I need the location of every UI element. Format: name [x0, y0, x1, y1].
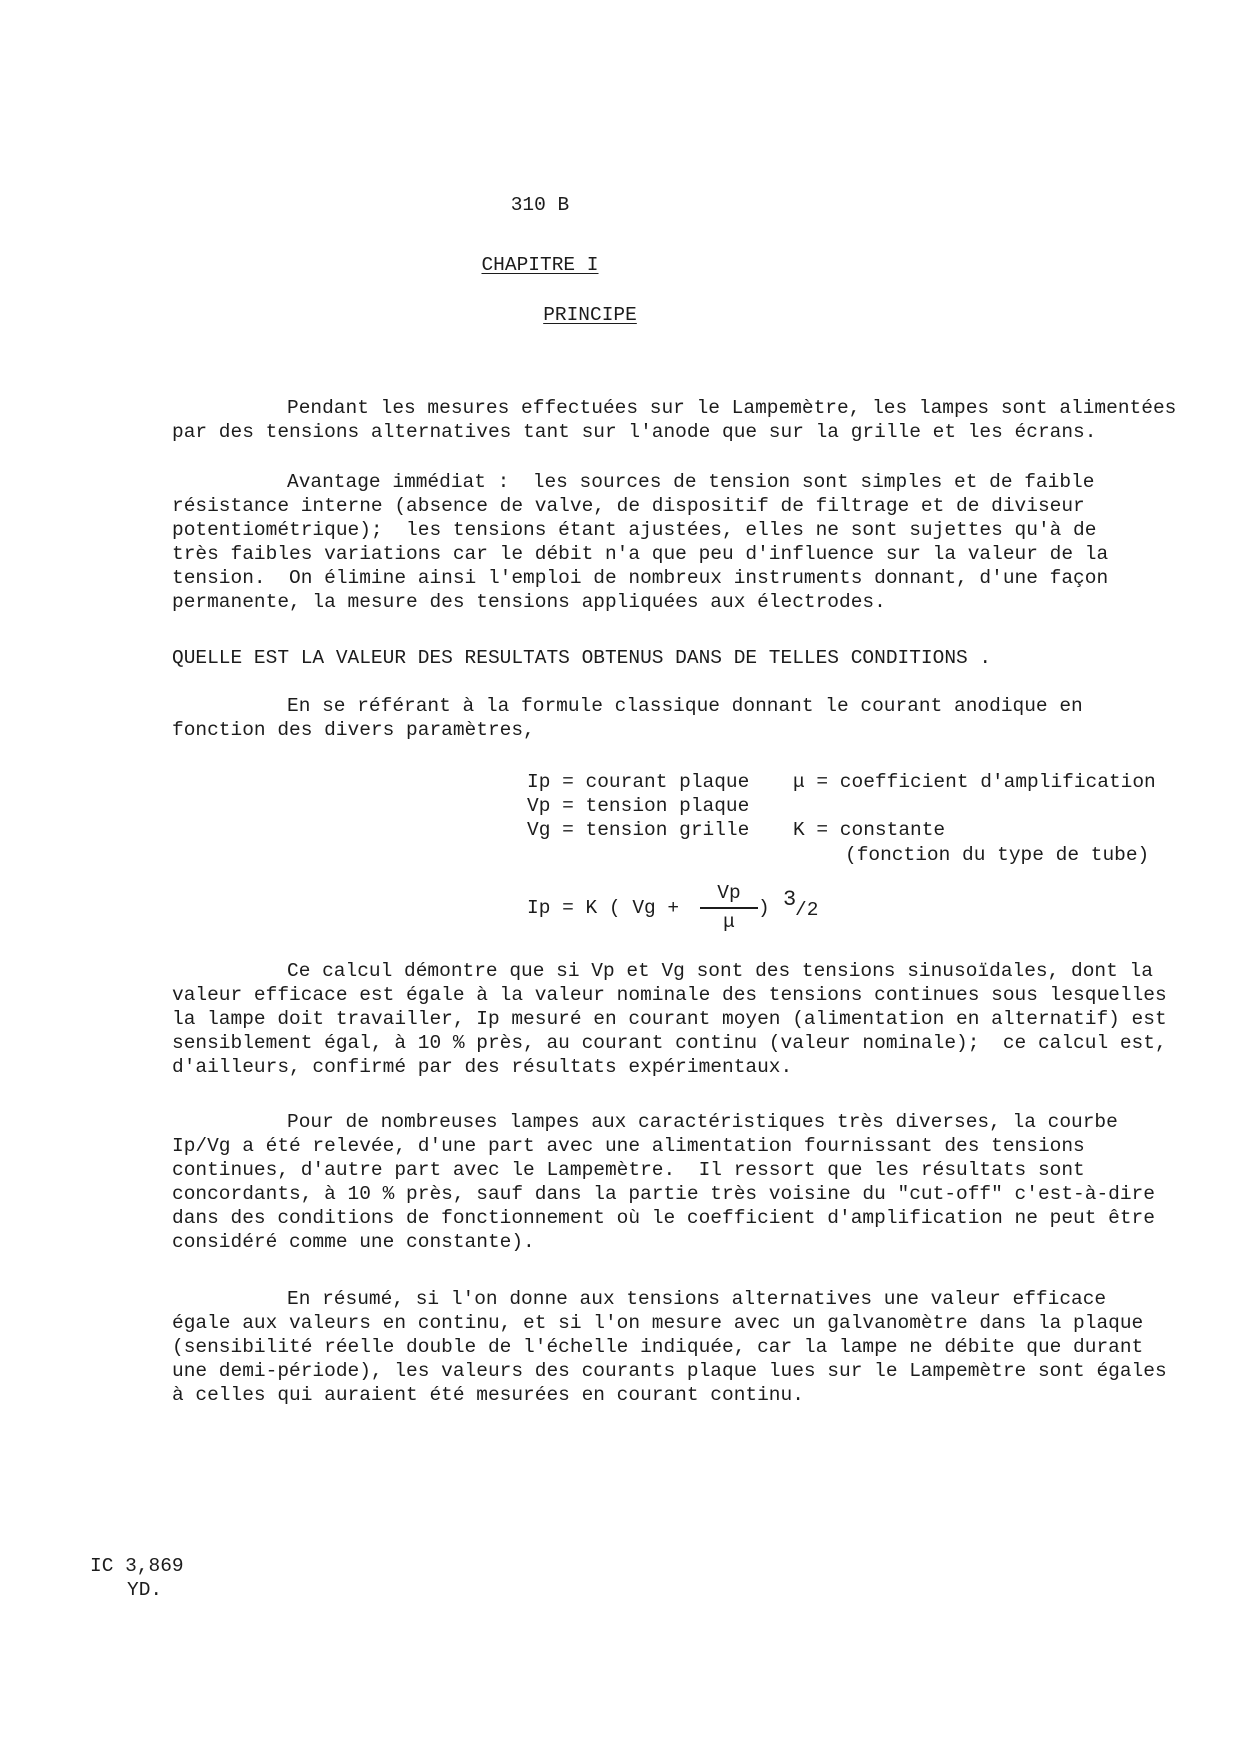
text-line: fonction des divers paramètres,	[172, 719, 535, 741]
text-line: la lampe doit travailler, Ip mesuré en courant moyen (alimentation en alternatif) est	[172, 1008, 1167, 1030]
text-line: égale aux valeurs en continu, et si l'on mesure avec un galvanomètre dans la plaque	[172, 1312, 1144, 1334]
text-line: Ip/Vg a été relevée, d'une part avec une alimentation fournissant des tensions	[172, 1135, 1085, 1157]
text-line: tension. On élimine ainsi l'emploi de nombreux instruments donnant, d'une façon	[172, 567, 1109, 589]
formula-close-paren: )	[758, 897, 770, 919]
formula-denominator: μ	[723, 911, 735, 933]
text-line: continues, d'autre part avec le Lampemètre. Il ressort que les résultats sont	[172, 1159, 1085, 1181]
typist-initials: YD.	[127, 1579, 163, 1601]
definition-ip: Ip = courant plaque	[527, 771, 750, 793]
text-line: résistance interne (absence de valve, de dispositif de filtrage et de diviseur	[172, 495, 1085, 517]
definition-vg: Vg = tension grille	[527, 819, 750, 841]
text-line: dans des conditions de fonctionnement où le coefficient d'amplification ne peut être	[172, 1207, 1155, 1229]
text-line: Avantage immédiat : les sources de tension sont simples et de faible	[287, 471, 1095, 493]
text-line: permanente, la mesure des tensions appliquées aux électrodes.	[172, 591, 886, 613]
formula-exponent-den: /2	[795, 899, 819, 921]
reference-code: IC 3,869	[90, 1555, 184, 1577]
question-heading: QUELLE EST LA VALEUR DES RESULTATS OBTENUS DANS DE TELLES CONDITIONS .	[172, 647, 992, 669]
text-line: Pendant les mesures effectuées sur le Lampemètre, les lampes sont alimentées	[287, 397, 1177, 419]
definition-vp: Vp = tension plaque	[527, 795, 750, 817]
text-line: une demi-période), les valeurs des courants plaque lues sur le Lampemètre sont égales	[172, 1360, 1167, 1382]
formula-numerator: Vp	[717, 882, 741, 904]
text-line: potentiométrique); les tensions étant ajustées, elles ne sont sujettes qu'à de	[172, 519, 1097, 541]
formula-lhs: Ip = K ( Vg +	[527, 897, 680, 919]
text-line: considéré comme une constante).	[172, 1231, 535, 1253]
text-line: Ce calcul démontre que si Vp et Vg sont des tensions sinusoïdales, dont la	[287, 960, 1153, 982]
formula-fraction-bar	[700, 907, 758, 909]
section-title: PRINCIPE	[543, 304, 637, 326]
text-line: très faibles variations car le débit n'a que peu d'influence sur la valeur de la	[172, 543, 1109, 565]
chapter-title: CHAPITRE I	[481, 254, 599, 276]
text-line: d'ailleurs, confirmé par des résultats expérimentaux.	[172, 1056, 793, 1078]
definition-mu: μ = coefficient d'amplification	[793, 771, 1156, 793]
definition-k: K = constante	[793, 819, 946, 841]
text-line: par des tensions alternatives tant sur l'anode que sur la grille et les écrans.	[172, 421, 1097, 443]
text-line: à celles qui auraient été mesurées en courant continu.	[172, 1384, 804, 1406]
text-line: En résumé, si l'on donne aux tensions alternatives une valeur efficace	[287, 1288, 1107, 1310]
text-line: Pour de nombreuses lampes aux caractéristiques très diverses, la courbe	[287, 1111, 1118, 1133]
text-line: valeur efficace est égale à la valeur nominale des tensions continues sous lesquelles	[172, 984, 1167, 1006]
text-line: (sensibilité réelle double de l'échelle indiquée, car la lampe ne débite que durant	[172, 1336, 1144, 1358]
text-line: concordants, à 10 % près, sauf dans la partie très voisine du "cut-off" c'est-à-dire	[172, 1183, 1155, 1205]
definition-k-note: (fonction du type de tube)	[845, 844, 1150, 866]
text-line: sensiblement égal, à 10 % près, au courant continu (valeur nominale); ce calcul est,	[172, 1032, 1167, 1054]
text-line: En se référant à la formule classique donnant le courant anodique en	[287, 695, 1083, 717]
formula-exponent-num: 3	[783, 887, 797, 912]
page-number: 310 B	[510, 194, 570, 216]
